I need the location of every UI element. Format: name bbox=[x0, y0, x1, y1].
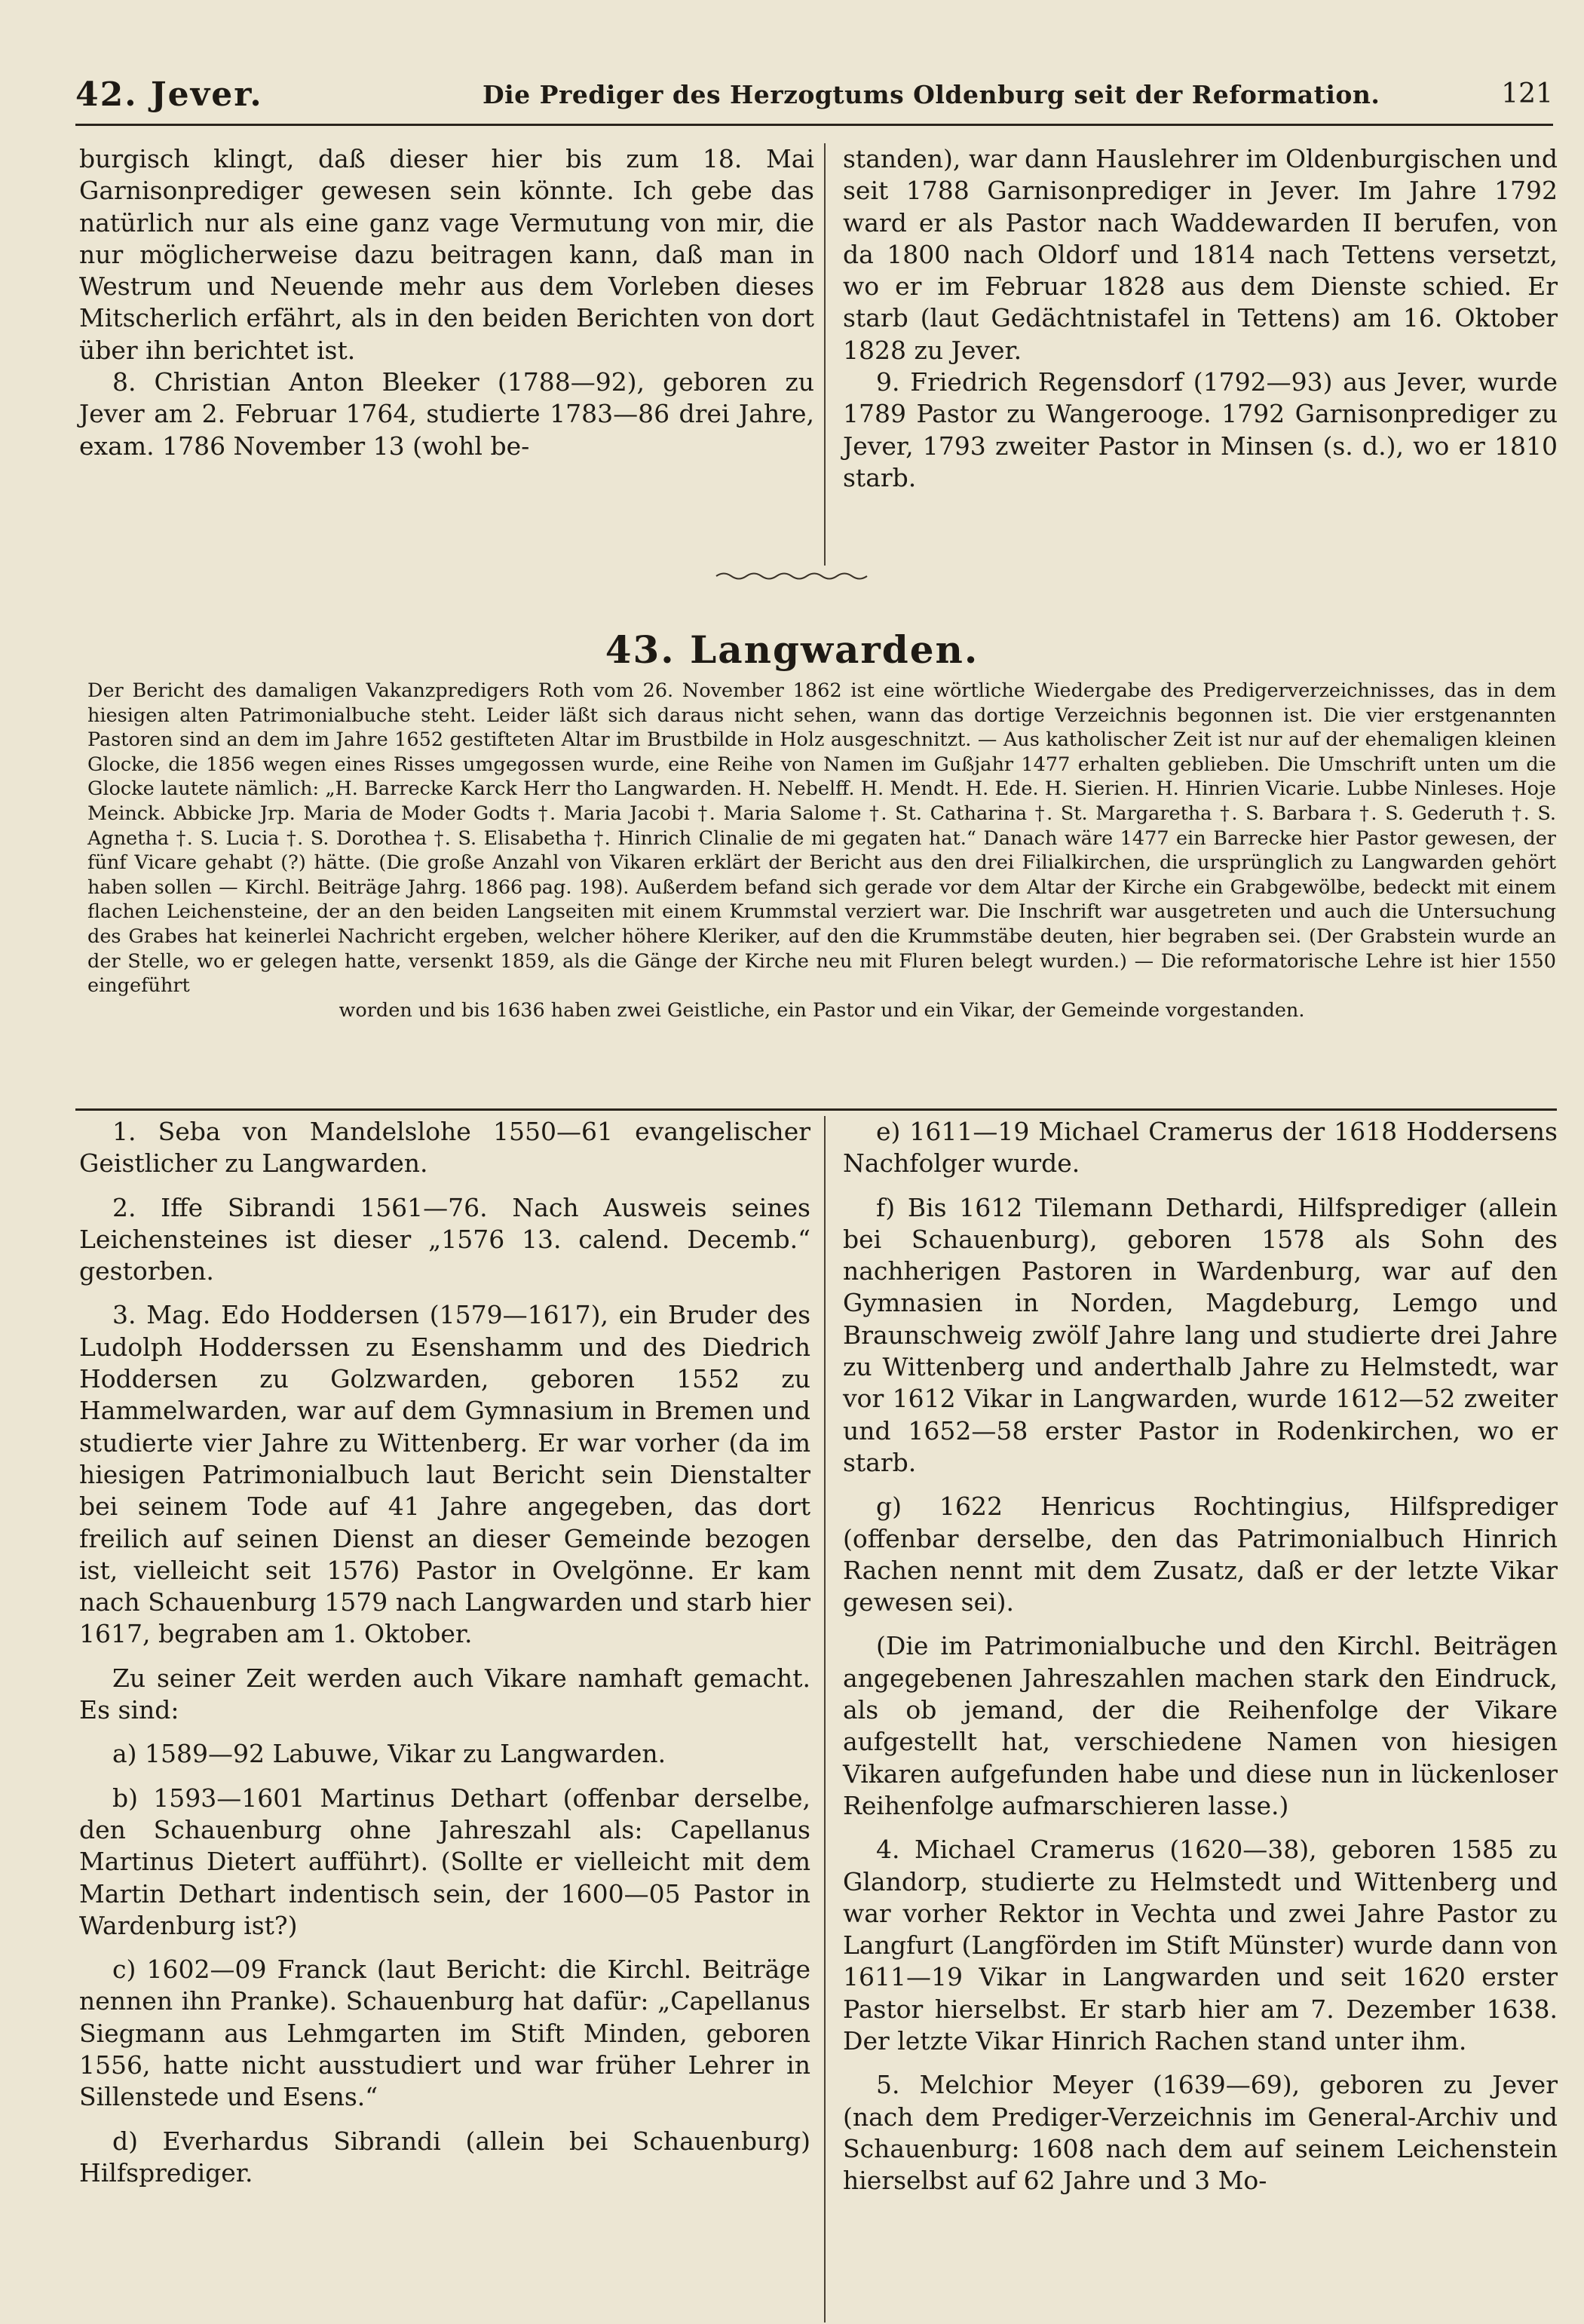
section-intro bbox=[87, 679, 1556, 1022]
vikar-a: a) 1589—92 Labuwe, Vikar zu Langwarden. bbox=[112, 1739, 666, 1769]
vikar-e: e) 1611—19 Michael Cramerus der 1618 Hoddersens Nachfolger wurde. bbox=[843, 1117, 1558, 1179]
header-rule bbox=[75, 124, 1553, 126]
vikar-c: c) 1602—09 Franck (laut Bericht: die Kirchl. Beiträge nennen ihn Pranke). Schauenburg hat dafür: „Capellanus Siegmann aus Lehmgarten im Stift Minden, geboren 1556, hatte nicht ausstudiert und war früher Lehrer in Sillenstede und Esens.“ bbox=[79, 1955, 810, 2112]
running-head bbox=[75, 69, 1553, 115]
intro-last-line: worden und bis 1636 haben zwei Geistliche, ein Pastor und ein Vikar, der Gemeinde vorgestanden. bbox=[339, 998, 1305, 1022]
intro-paragraph: Der Bericht des damaligen Vakanzpredigers Roth vom 26. November 1862 ist eine wörtliche Wiedergabe des Predigerverzeichnisses, das in dem hiesigen alten Patrimonialbuche steht. Leider läßt sich daraus nicht sehen, wann das dortige Verzeichnis begonnen ist. Die vier erstgenannten Pastoren sind an dem im Jahre 1652 gestifteten Altar im Brustbilde in Holz ausgeschnitzt. — Aus katholischer Zeit ist nur auf der ehemaligen kleinen Glocke, die 1856 wegen eines Risses umgegossen wurde, eine Reihe von Namen im Gußjahr 1477 erhalten geblieben. Die Umschrift unten um die Glocke lautete nämlich: „H. Barrecke Karck Herr tho Langwarden. H. Nebelff. H. Mendt. H. Ede. H. Sierien. H. Hinrien Vicarie. Lubbe Ninleses. Hoje Meinck. Abbicke Jrp. Maria de Moder Godts †. Maria Jacobi †. Maria Salome †. St. Catharina †. St. Margaretha †. S. Barbara †. S. Gederuth †. S. Agnetha †. S. Lucia †. S. Dorothea †. S. Elisabetha †. Hinrich Clinalie de mi gegaten hat.“ Danach wäre 1477 ein Barrecke hier Pastor gewesen, der fünf Vicare gehabt (?) hätte. (Die große Anzahl von Vikaren erklärt der Bericht aus den drei Filialkirchen, die ursprünglich zu Langwarden gehört haben sollen — Kirchl. Beiträge Jahrg. 1866 pag. 198). Außerdem befand sich gerade vor dem Altar der Kirche ein Grabgewölbe, bedeckt mit einem flachen Leichensteine, der an den beiden Langseiten mit einem Krummstal verziert war. Die Inschrift war ausgetreten und auch die Untersuchung des Grabes hat keinerlei Nachricht ergeben, welcher höhere Kleriker, auf den die Krummstäbe deuten, hier begraben sei. (Der Grabstein wurde an der Stelle, wo er gelegen hatte, versenkt 1859, als die Gänge der Kirche neu mit Fluren belegt wurden.) — Die reformatorische Lehre ist hier 1550 eingeführt bbox=[87, 679, 1556, 998]
column-divider-top bbox=[824, 143, 826, 566]
vikar-b: b) 1593—1601 Martinus Dethart (offenbar derselbe, den Schauenburg ohne Jahreszahl als: Capellanus Martinus Dietert aufführt). (Sollte er vielleicht mit dem Martin Dethart indentisch sein, der 1600—05 Pastor in Wardenburg ist?) bbox=[79, 1783, 810, 1940]
vikar-d: d) Everhardus Sibrandi (allein bei Schauenburg) Hilfsprediger. bbox=[79, 2126, 810, 2188]
entry-5-meyer: 5. Melchior Meyer (1639—69), geboren zu Jever (nach dem Prediger-Verzeichnis im General-Archiv und Schauenburg: 1608 nach dem auf seinem Leichenstein hierselbst auf 62 Jahre und 3 Mo- bbox=[843, 2070, 1558, 2196]
vikar-g: g) 1622 Henricus Rochtingius, Hilfsprediger (offenbar derselbe, den das Patrimonialbuch Hinrich Rachen nennt mit dem Zusatz, daß er der letzte Vikar gewesen sei). bbox=[843, 1492, 1558, 1617]
entry-1-mandelslohe: 1. Seba von Mandelslohe 1550—61 evangelischer Geistlicher zu Langwarden. bbox=[79, 1117, 810, 1179]
top-left-column bbox=[79, 143, 814, 462]
column-divider-bottom bbox=[824, 1116, 826, 2322]
page-number: 121 bbox=[1501, 78, 1553, 109]
vikar-f: f) Bis 1612 Tilemann Dethardi, Hilfsprediger (allein bei Schauenburg), geboren 1578 als Sohn des nachherigen Pastoren in Wardenburg, war auf den Gymnasien in Norden, Magdeburg, Lemgo und Braunschweig zwölf Jahre lang und studierte drei Jahre zu Wittenberg und anderthalb Jahre zu Helmstedt, war vor 1612 Vikar in Langwarden, wurde 1612—52 zweiter und 1652—58 erster Pastor in Rodenkirchen, wo er starb. bbox=[843, 1192, 1558, 1477]
entry-8-bleeker: 8. Christian Anton Bleeker (1788—92), geboren zu Jever am 2. Februar 1764, studierte 1783—86 drei Jahre, exam. 1786 November 13 (wohl be- bbox=[79, 367, 814, 461]
section-title: 43. Langwarden. bbox=[605, 627, 979, 672]
entry-4-cramerus: 4. Michael Cramerus (1620—38), geboren 1585 zu Glandorp, studierte zu Helmstedt und Wittenberg und war vorher Rektor in Vechta und zwei Jahre Pastor zu Langfurt (Langförden im Stift Münster) wurde dann von 1611—19 Vikar in Langwarden und seit 1620 erster Pastor hierselbst. Er starb hier am 7. Dezember 1638. Der letzte Vikar Hinrich Rachen stand unter ihm. bbox=[843, 1835, 1558, 2056]
section-ornament bbox=[712, 569, 871, 584]
intro-rule bbox=[75, 1108, 1557, 1111]
running-title: Die Prediger des Herzogtums Oldenburg seit der Reformation. bbox=[483, 80, 1380, 109]
entry-3-hoddersen: 3. Mag. Edo Hoddersen (1579—1617), ein Bruder des Ludolph Hodderssen zu Esenshamm und des Diedrich Hoddersen zu Golzwarden, geboren 1552 zu Hammelwarden, war auf dem Gymnasium in Bremen und studierte vier Jahre zu Wittenberg. Er war vorher (da im hiesigen Patrimonialbuch laut Bericht sein Dienstalter bei seinem Tode auf 41 Jahre angegeben, das dort freilich auf seinen Dienst an dieser Gemeinde bezogen ist, vielleicht seit 1576) Pastor in Ovelgönne. Er kam nach Schauenburg 1579 nach Langwarden und starb hier 1617, begraben am 1. Oktober. bbox=[79, 1300, 810, 1649]
entry-2-sibrandi: 2. Iffe Sibrandi 1561—76. Nach Ausweis seines Leichensteines ist dieser „1576 13. calend. Decemb.“ gestorben. bbox=[79, 1192, 810, 1286]
paragraph-continuation-right: standen), war dann Hauslehrer im Oldenburgischen und seit 1788 Garnisonprediger in Jever. Im Jahre 1792 ward er als Pastor nach Waddewarden II berufen, von da 1800 nach Oldorf und 1814 nach Tettens versetzt, wo er im Februar 1828 aus dem Dienste schied. Er starb (laut Gedächtnistafel in Tettens) am 16. Oktober 1828 zu Jever. bbox=[843, 144, 1558, 365]
bottom-left-column bbox=[79, 1116, 810, 2189]
vikare-intro: Zu seiner Zeit werden auch Vikare namhaft gemacht. Es sind: bbox=[79, 1663, 810, 1725]
vikare-note: (Die im Patrimonialbuche und den Kirchl. Beiträgen angegebenen Jahreszahlen machen stark den Eindruck, als ob jemand, der die Reihenfolge der Vikare aufgestellt hat, verschiedene Namen von hiesigen Vikaren aufgefunden habe und diese nun in lückenloser Reihenfolge aufmarschieren lasse.) bbox=[843, 1631, 1558, 1820]
paragraph-continuation: burgisch klingt, daß dieser hier bis zum 18. Mai Garnisonprediger gewesen sein könnte. Ich gebe das natürlich nur als eine ganz vage Vermutung von mir, die nur möglicherweise dazu beitragen kann, daß man in Westrum und Neuende mehr aus dem Vorleben dieses Mitscherlich erfährt, als in den beiden Berichten von dort über ihn berichtet ist. bbox=[79, 144, 814, 365]
top-right-column bbox=[843, 143, 1558, 494]
entry-9-regensdorf: 9. Friedrich Regensdorf (1792—93) aus Jever, wurde 1789 Pastor zu Wangerooge. 1792 Garnisonprediger zu Jever, 1793 zweiter Pastor in Minsen (s. d.), wo er 1810 starb. bbox=[843, 367, 1558, 492]
section-reference: 42. Jever. bbox=[75, 75, 263, 114]
bottom-right-column bbox=[843, 1116, 1558, 2197]
